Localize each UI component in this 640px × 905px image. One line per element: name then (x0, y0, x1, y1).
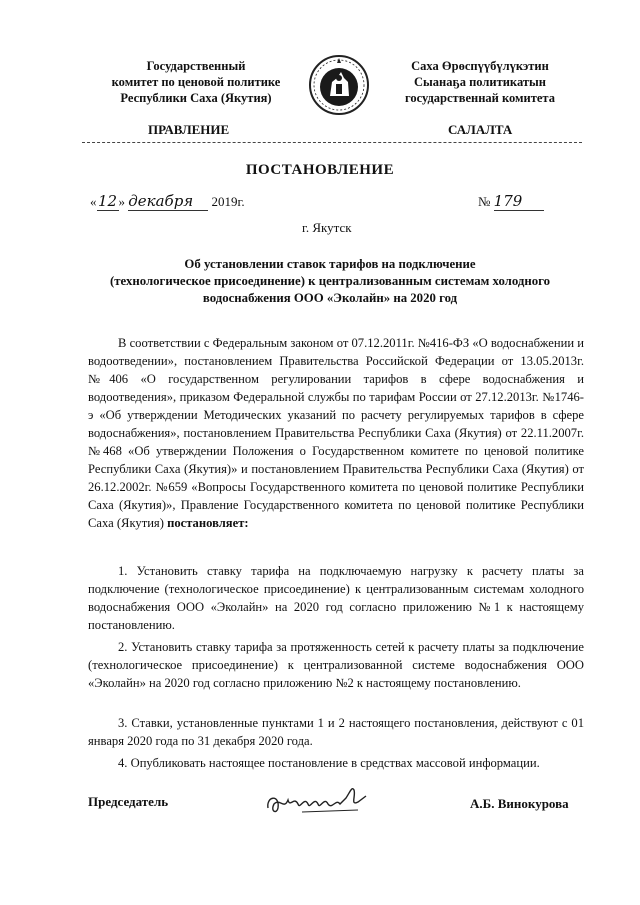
date-month: декабря (128, 192, 208, 211)
document-type: ПОСТАНОВЛЕНИЕ (245, 162, 395, 178)
number-value: 179 (494, 192, 544, 211)
preamble-paragraph (88, 334, 584, 532)
item-2: 2. Установить ставку тарифа за протяженность сетей к расчету платы за подключение (технологическое присоединение) к централизованной системе водоснабжения ООО «Эколайн» на 2020 год согласно приложению №2 к настоящему постановлению. (88, 640, 584, 690)
header-divider (82, 142, 582, 143)
subject-line3: водоснабжения ООО «Эколайн» на 2020 год (202, 291, 458, 305)
number-prefix: № (478, 194, 491, 209)
issuer-sah (380, 58, 580, 106)
issuer-sah-line1: Саха Өрөспүүбүлүкэтин (411, 59, 549, 73)
issuer-ru-line1: Государственный (146, 59, 246, 73)
issuer-sah-line3: государственнай комитета (405, 91, 555, 105)
document-subject (60, 256, 600, 307)
preamble-text: В соответствии с Федеральным законом от 07.12.2011г. №416-ФЗ «О водоснабжении и водоотведении», постановлением Правительства Российской Федерации от 13.05.2013г. №406 «О государственном регулировании тарифов в сфере водоснабжения и водоотведения», приказом Федеральной службы по тарифам России от 27.12.2013г. №1746-э «Об утверждении Методических указаний по расчету регулируемых тарифов в сфере водоснабжения», постановлением Правительства Республики Саха (Якутия) от 22.11.2007г. №468 «Об утверждении Положения о Государственном комитете по ценовой политике Республики Саха (Якутия)» и постановлением Правительства Республики Саха (Якутия) от 26.12.2002г. №659 «Вопросы Государственного комитета по ценовой политике Республики Саха (Якутия)», Правление Государственного комитета по ценовой политике Республики Саха (Якутия) (88, 336, 584, 530)
coat-of-arms-emblem (308, 54, 370, 116)
issuer-ru-line3: Республики Саха (Якутия) (120, 91, 272, 105)
issuer-ru-line2: комитет по ценовой политике (111, 75, 281, 89)
item-3: 3. Ставки, установленные пунктами 1 и 2 настоящего постановления, действуют с 01 января 2020 года по 31 декабря 2020 года. (88, 716, 584, 748)
chair-name: А.Б. Винокурова (470, 796, 569, 811)
issuer-ru (96, 58, 296, 106)
document-date (90, 192, 245, 211)
item-4: 4. Опубликовать настоящее постановление в средствах массовой информации. (118, 756, 540, 770)
city: г. Якутск (302, 220, 352, 235)
date-quote-open: « (90, 194, 97, 209)
resolves-word: постановляет: (167, 516, 249, 530)
board-label-sah: САЛАЛТА (448, 122, 513, 137)
date-day: 12 (97, 192, 118, 210)
signature-image (262, 782, 374, 820)
item-1: 1. Установить ставку тарифа на подключаемую нагрузку к расчету платы за подключение (технологическое присоединение) к централизованным системам холодного водоснабжения ООО «Эколайн» на 2020 год согласно приложению №1 к настоящему постановлению. (88, 564, 584, 632)
date-year: 2019г. (211, 194, 245, 209)
document-number (478, 192, 544, 211)
chair-label: Председатель (88, 794, 169, 809)
subject-line1: Об установлении ставок тарифов на подключение (184, 257, 476, 271)
issuer-sah-line2: Сыанаҕа политикатын (414, 75, 546, 89)
board-label-ru: ПРАВЛЕНИЕ (148, 122, 230, 137)
date-quote-close: » (118, 194, 125, 209)
subject-line2: (технологическое присоединение) к централизованным системам холодного (109, 274, 551, 288)
